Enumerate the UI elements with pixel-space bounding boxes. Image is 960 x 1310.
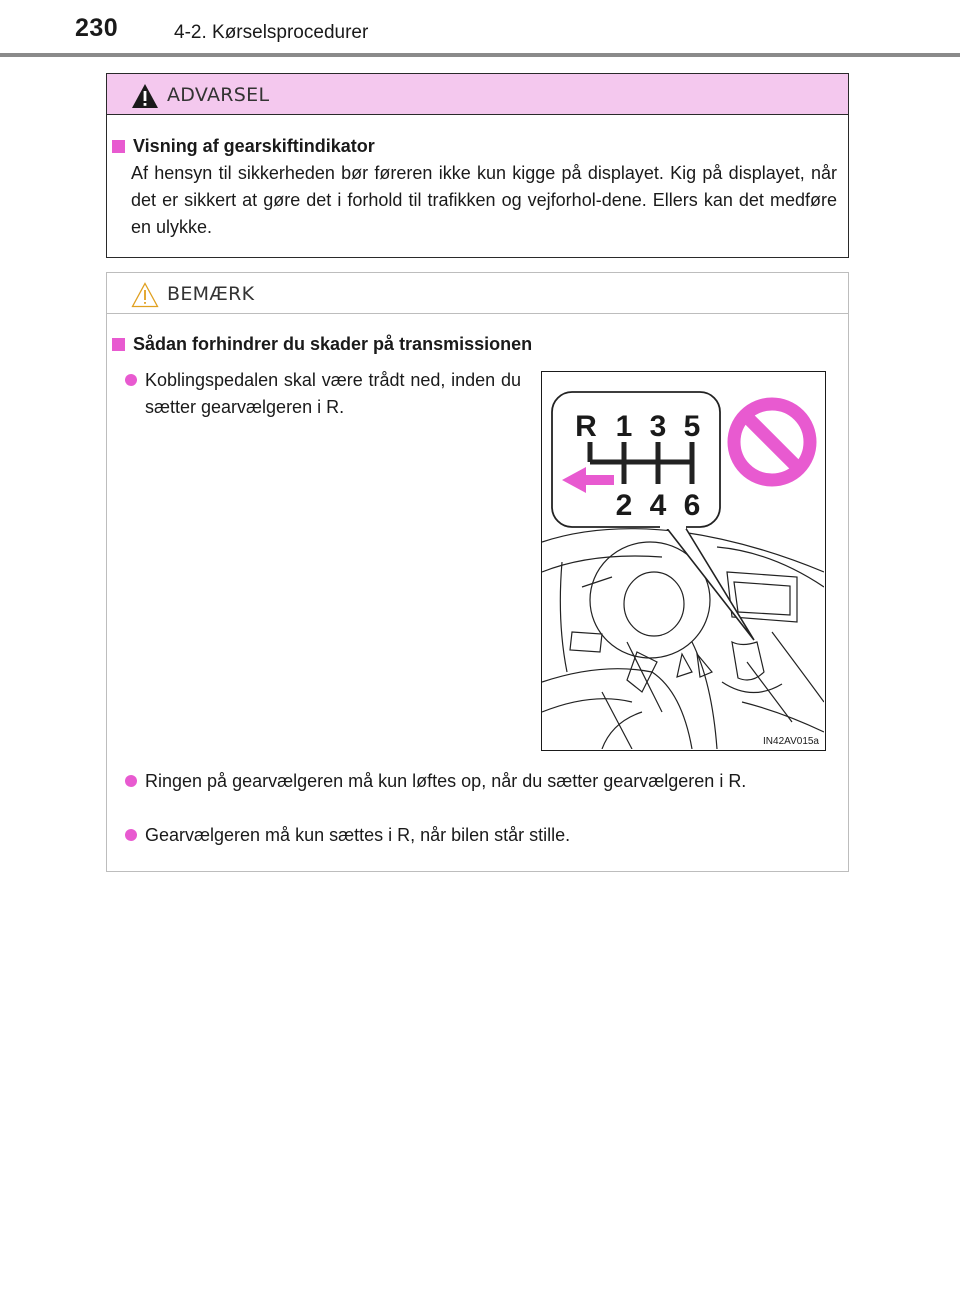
- round-bullet-icon: [125, 829, 137, 841]
- square-bullet-icon: [112, 338, 125, 351]
- notice-bullet: [125, 822, 825, 849]
- warning-header: [107, 74, 848, 115]
- gearshift-drawing: [542, 372, 824, 749]
- warning-heading: [112, 136, 375, 157]
- header-divider: [0, 53, 960, 57]
- notice-bullet: [125, 367, 521, 421]
- round-bullet-icon: [125, 775, 137, 787]
- notice-bullet-text: Ringen på gearvælgeren må kun løftes op, når du sætter gearvælgeren i R.: [145, 771, 747, 791]
- notice-bullet: [125, 768, 825, 795]
- notice-bullet-text: Koblingspedalen skal være trådt ned, inden du sætter gearvælgeren i R.: [145, 370, 521, 417]
- gear-label-3: 3: [649, 410, 667, 443]
- warning-box: [106, 73, 849, 258]
- notice-heading-text: Sådan forhindrer du skader på transmissionen: [133, 334, 533, 354]
- gear-label-5: 5: [683, 410, 701, 443]
- notice-heading: [112, 334, 532, 355]
- figure-code: IN42AV015a: [763, 736, 819, 747]
- notice-box: [106, 272, 849, 872]
- gear-label-4: 4: [649, 489, 667, 522]
- section-title: 4-2. Kørselsprocedurer: [174, 22, 369, 43]
- notice-bullet-text: Gearvælgeren må kun sættes i R, når bilen står stille.: [145, 825, 571, 845]
- gear-label-1: 1: [615, 410, 633, 443]
- gearshift-illustration: [541, 371, 826, 751]
- prohibition-sign-icon: [734, 404, 810, 480]
- gear-label-r: R: [575, 410, 597, 443]
- notice-header: [107, 273, 848, 314]
- caution-triangle-outline-icon: [131, 282, 159, 308]
- warning-label: ADVARSEL: [167, 84, 270, 106]
- warning-text: Af hensyn til sikkerheden bør føreren ikke kun kigge på displayet. Kig på displayet, når det er sikkert at gøre det i forhold til trafikken og vejforhol-dene. Ellers kan det medføre en ulykke.: [131, 163, 837, 237]
- gear-label-2: 2: [615, 489, 633, 522]
- warning-heading-text: Visning af gearskiftindikator: [133, 136, 375, 156]
- square-bullet-icon: [112, 140, 125, 153]
- gear-label-6: 6: [683, 489, 701, 522]
- notice-label: BEMÆRK: [167, 283, 255, 305]
- page-number: 230: [75, 14, 119, 42]
- round-bullet-icon: [125, 374, 137, 386]
- warning-triangle-filled-icon: [131, 83, 159, 109]
